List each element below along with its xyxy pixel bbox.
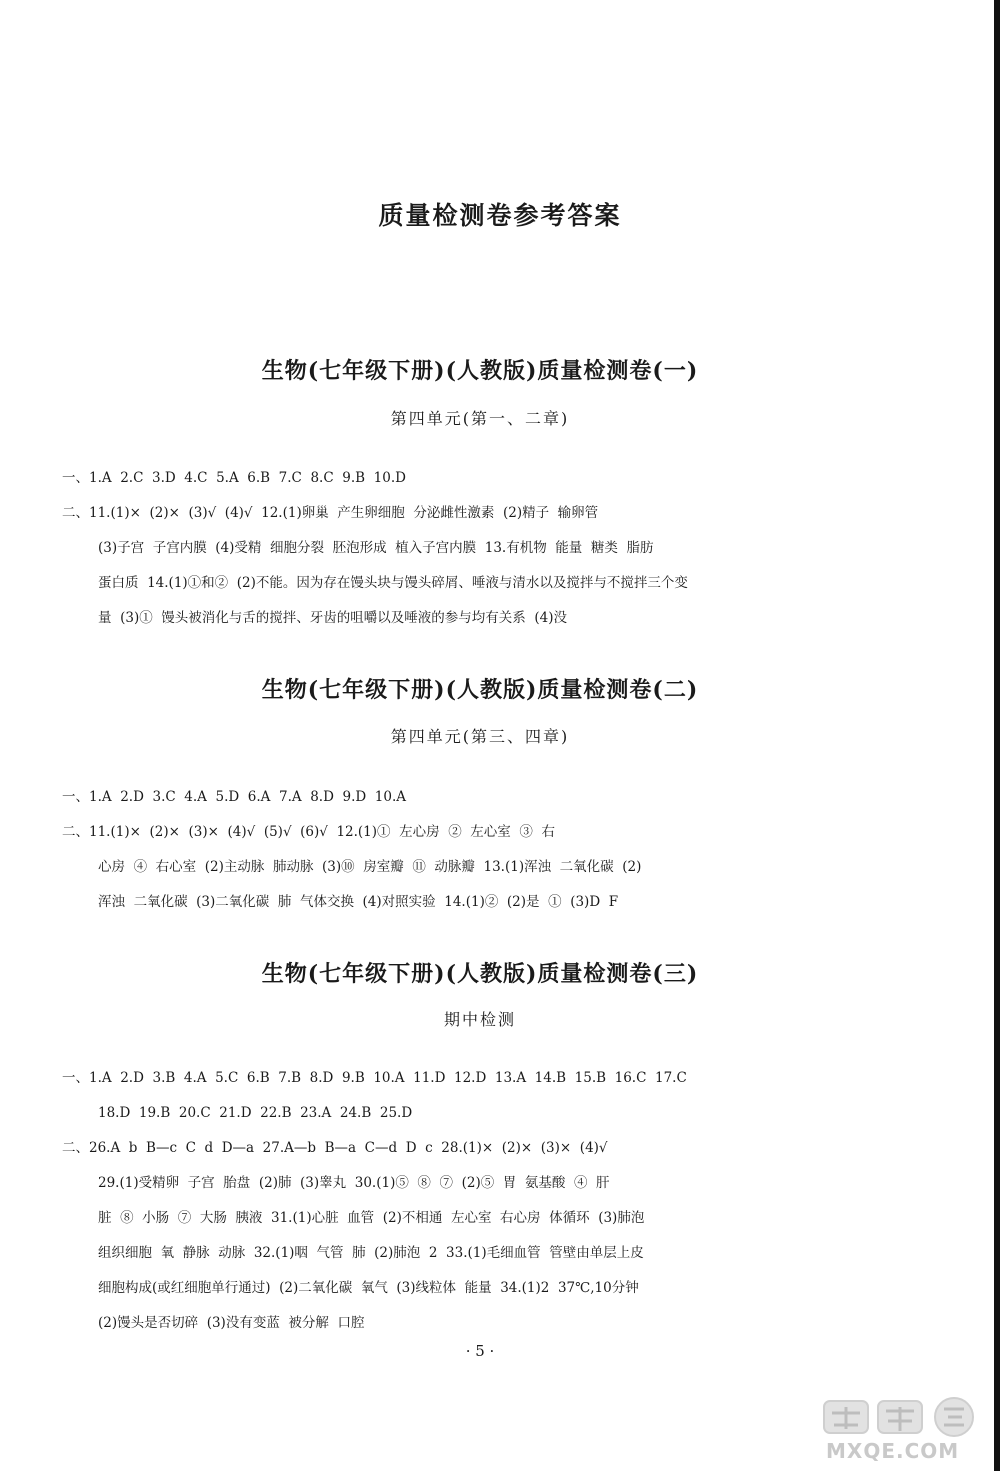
answer-line: 细胞构成(或红细胞单行通过) (2)二氧化碳 氧气 (3)线粒体 能量 34.(1)2 37℃,10分钟 bbox=[98, 1280, 639, 1296]
answer-line: 量 (3)① 馒头被消化与舌的搅拌、牙齿的咀嚼以及唾液的参与均有关系 (4)没 bbox=[98, 610, 567, 626]
answer-line: 二、26.A b B—c C d D—a 27.A—b B—a C—d D c 28.(1)× (2)× (3)× (4)√ bbox=[62, 1140, 608, 1156]
answer-line: 脏 ⑧ 小肠 ⑦ 大肠 胰液 31.(1)心脏 血管 (2)不相通 左心室 右心房 体循环 (3)肺泡 bbox=[98, 1210, 645, 1226]
section-3-title: 生物(七年级下册)(人教版)质量检测卷(三) bbox=[261, 961, 699, 987]
answer-line: (2)馒头是否切碎 (3)没有变蓝 被分解 口腔 bbox=[98, 1315, 365, 1331]
section-2-title: 生物(七年级下册)(人教版)质量检测卷(二) bbox=[261, 677, 699, 703]
answer-line: 蛋白质 14.(1)①和② (2)不能。因为存在馒头块与馒头碎屑、唾液与清水以及搅拌与不搅拌三个变 bbox=[98, 575, 688, 591]
answer-line: 心房 ④ 右心室 (2)主动脉 肺动脉 (3)⑩ 房室瓣 ⑪ 动脉瓣 13.(1)浑浊 二氧化碳 (2) bbox=[98, 859, 642, 875]
answer-line: 浑浊 二氧化碳 (3)二氧化碳 肺 气体交换 (4)对照实验 14.(1)② (2)是 ① (3)D F bbox=[98, 894, 619, 910]
section-1-title: 生物(七年级下册)(人教版)质量检测卷(一) bbox=[261, 358, 699, 384]
answer-line: 一、1.A 2.C 3.D 4.C 5.A 6.B 7.C 8.C 9.B 10.D bbox=[62, 470, 406, 486]
answer-line: 一、1.A 2.D 3.B 4.A 5.C 6.B 7.B 8.D 9.B 10.A 11.D 12.D 13.A 14.B 15.B 16.C 17.C bbox=[62, 1070, 687, 1086]
section-3-subtitle: 期中检测 bbox=[443, 1010, 516, 1029]
answer-line: 18.D 19.B 20.C 21.D 22.B 23.A 24.B 25.D bbox=[98, 1105, 413, 1121]
answer-line: 一、1.A 2.D 3.C 4.A 5.D 6.A 7.A 8.D 9.D 10.A bbox=[62, 789, 407, 805]
watermark-url: MXQE.COM bbox=[826, 1439, 960, 1463]
page-number: · 5 · bbox=[465, 1342, 495, 1360]
answer-line: 二、11.(1)× (2)× (3)√ (4)√ 12.(1)卵巢 产生卵细胞 分泌雌性激素 (2)精子 输卵管 bbox=[62, 505, 599, 521]
answer-line: (3)子宫 子宫内膜 (4)受精 细胞分裂 胚泡形成 植入子宫内膜 13.有机物 能量 糖类 脂肪 bbox=[98, 540, 654, 556]
answer-line: 二、11.(1)× (2)× (3)× (4)√ (5)√ (6)√ 12.(1)① 左心房 ② 左心室 ③ 右 bbox=[62, 824, 555, 840]
watermark-icon bbox=[820, 1395, 990, 1437]
section-2-subtitle: 第四单元(第三、四章) bbox=[390, 727, 570, 746]
page-title: 质量检测卷参考答案 bbox=[378, 201, 622, 230]
answer-line: 29.(1)受精卵 子宫 胎盘 (2)肺 (3)睾丸 30.(1)⑤ ⑧ ⑦ (2)⑤ 胃 氨基酸 ④ 肝 bbox=[98, 1175, 610, 1191]
watermark-logo bbox=[820, 1395, 990, 1465]
answer-line: 组织细胞 氧 静脉 动脉 32.(1)咽 气管 肺 (2)肺泡 2 33.(1)毛细血管 管壁由单层上皮 bbox=[98, 1245, 644, 1261]
section-1-subtitle: 第四单元(第一、二章) bbox=[390, 409, 570, 428]
